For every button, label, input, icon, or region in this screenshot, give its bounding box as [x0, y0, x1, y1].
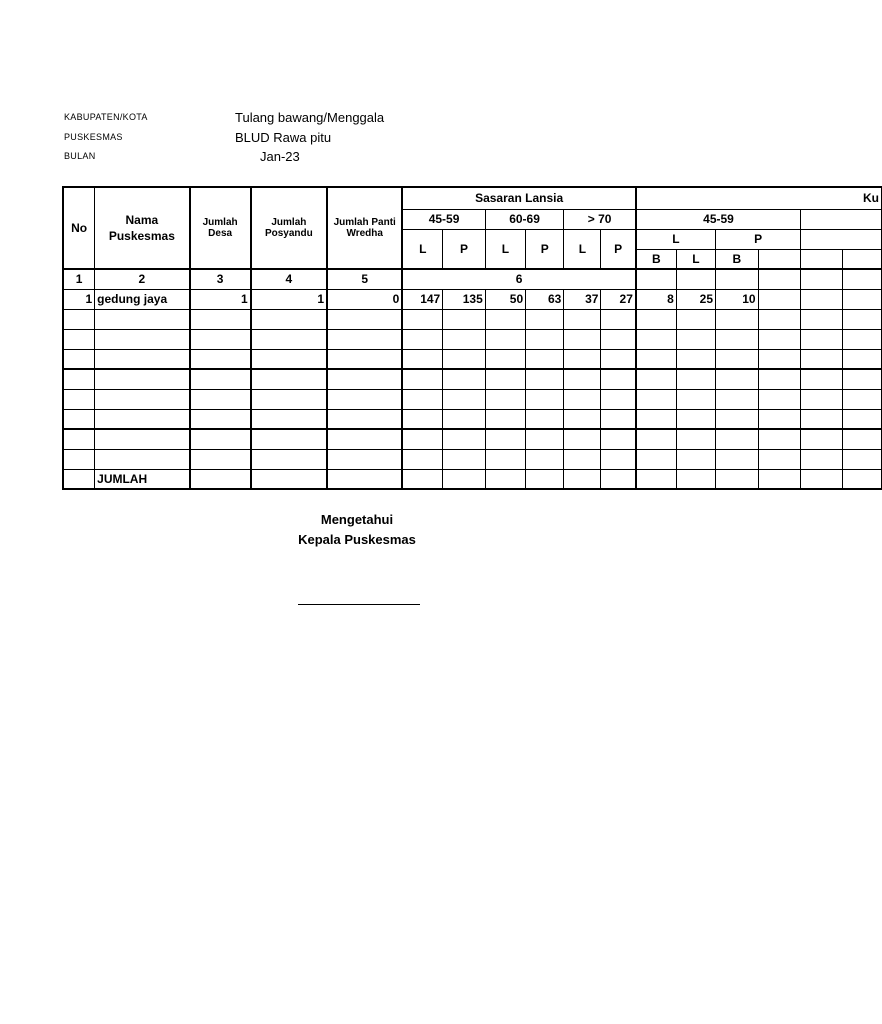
- empty-cell: [564, 449, 601, 469]
- empty-cell: [95, 409, 190, 429]
- empty-cell: [716, 349, 759, 369]
- empty-cell: [842, 369, 881, 389]
- empty-cell: [676, 409, 715, 429]
- empty-cell: [716, 449, 759, 469]
- empty-cell: [190, 389, 251, 409]
- ku-empty-sub-1: [801, 249, 842, 269]
- empty-cell: [716, 369, 759, 389]
- empty-cell: [801, 449, 842, 469]
- row-s60-l: 50: [485, 289, 525, 309]
- empty-cell: [801, 329, 842, 349]
- empty-cell: [842, 349, 881, 369]
- s70-p-header: P: [601, 229, 636, 269]
- ku45-l-header: L: [636, 229, 716, 249]
- index-3: 3: [190, 269, 251, 289]
- empty-cell: [758, 349, 801, 369]
- empty-cell: [190, 429, 251, 449]
- age-45-59-header: 45-59: [402, 209, 485, 229]
- row-s70-p: 27: [601, 289, 636, 309]
- empty-cell: [842, 389, 881, 409]
- table-row: [63, 349, 882, 369]
- empty-cell: [251, 349, 327, 369]
- empty-cell: [190, 449, 251, 469]
- row-ku45-p-b: 10: [716, 289, 759, 309]
- empty-cell: [716, 409, 759, 429]
- empty-cell: [801, 409, 842, 429]
- empty-cell: [842, 409, 881, 429]
- empty-cell: [526, 309, 564, 329]
- kepala-puskesmas-text: Kepala Puskesmas: [298, 532, 416, 547]
- empty-cell: [636, 369, 676, 389]
- empty-cell: [676, 309, 715, 329]
- empty-cell: [95, 329, 190, 349]
- empty-cell: [526, 389, 564, 409]
- empty-cell: [758, 409, 801, 429]
- jumlah-cell: [485, 469, 525, 489]
- report-table: [62, 186, 882, 490]
- empty-cell: [63, 349, 95, 369]
- index-5: 5: [327, 269, 402, 289]
- sasaran-lansia-header: Sasaran Lansia: [402, 187, 636, 209]
- col-panti-header: Jumlah Panti Wredha: [327, 187, 402, 269]
- empty-cell: [327, 349, 402, 369]
- empty-cell: [190, 369, 251, 389]
- index-empty: [842, 269, 881, 289]
- empty-cell: [443, 369, 486, 389]
- empty-cell: [95, 349, 190, 369]
- empty-cell: [842, 309, 881, 329]
- empty-cell: [601, 449, 636, 469]
- empty-cell: [63, 329, 95, 349]
- empty-cell: [801, 389, 842, 409]
- empty-cell: [63, 429, 95, 449]
- empty-cell: [402, 449, 442, 469]
- empty-cell: [564, 429, 601, 449]
- index-1: 1: [63, 269, 95, 289]
- col-no-header: No: [63, 187, 95, 269]
- table-row: [63, 329, 882, 349]
- empty-cell: [485, 389, 525, 409]
- report-table-container: [62, 186, 879, 492]
- empty-cell: [676, 449, 715, 469]
- empty-cell: [327, 389, 402, 409]
- empty-cell: [758, 309, 801, 329]
- empty-cell: [485, 309, 525, 329]
- empty-cell: [251, 369, 327, 389]
- row-desa: 1: [190, 289, 251, 309]
- row-s45-p: 135: [443, 289, 486, 309]
- empty-cell: [95, 369, 190, 389]
- empty-cell: [443, 389, 486, 409]
- empty-cell: [801, 309, 842, 329]
- s45-p-header: P: [443, 229, 486, 269]
- empty-cell: [564, 309, 601, 329]
- index-empty: [758, 269, 801, 289]
- bulan-value: Jan-23: [260, 149, 300, 164]
- empty-cell: [636, 449, 676, 469]
- empty-cell: [716, 429, 759, 449]
- empty-cell: [327, 309, 402, 329]
- empty-cell: [526, 369, 564, 389]
- index-empty: [636, 269, 676, 289]
- empty-cell: [842, 429, 881, 449]
- table-row: [63, 289, 882, 309]
- empty-cell: [327, 449, 402, 469]
- empty-cell: [801, 349, 842, 369]
- empty-cell: [95, 449, 190, 469]
- ku45-p-header: P: [716, 229, 801, 249]
- index-empty: [676, 269, 715, 289]
- jumlah-cell: [758, 469, 801, 489]
- col-posyandu-header: Jumlah Posyandu: [251, 187, 327, 269]
- row-cell: [801, 289, 842, 309]
- row-cell: [758, 289, 801, 309]
- ku-age-45-59-header: 45-59: [636, 209, 801, 229]
- empty-cell: [190, 349, 251, 369]
- jumlah-row: [63, 469, 882, 489]
- table-row: [63, 389, 882, 409]
- empty-cell: [564, 369, 601, 389]
- empty-cell: [402, 389, 442, 409]
- empty-cell: [758, 369, 801, 389]
- ku-group-header: Ku: [636, 187, 882, 209]
- header-row-1: [63, 187, 882, 209]
- empty-cell: [526, 409, 564, 429]
- index-2: 2: [95, 269, 190, 289]
- empty-cell: [601, 369, 636, 389]
- row-s60-p: 63: [526, 289, 564, 309]
- empty-cell: [526, 349, 564, 369]
- empty-cell: [327, 429, 402, 449]
- empty-cell: [327, 409, 402, 429]
- row-ku45-l-l: 25: [676, 289, 715, 309]
- jumlah-cell: [564, 469, 601, 489]
- empty-cell: [251, 329, 327, 349]
- mengetahui-text: Mengetahui: [320, 512, 394, 527]
- jumlah-cell: [526, 469, 564, 489]
- empty-cell: [485, 329, 525, 349]
- jumlah-label: JUMLAH: [95, 469, 190, 489]
- empty-cell: [758, 429, 801, 449]
- empty-cell: [63, 309, 95, 329]
- kabupaten-value: Tulang bawang/Menggala: [235, 110, 385, 125]
- empty-cell: [251, 429, 327, 449]
- row-posyandu: 1: [251, 289, 327, 309]
- empty-cell: [190, 329, 251, 349]
- ku-empty-header: [801, 229, 882, 249]
- s60-l-header: L: [485, 229, 525, 269]
- empty-cell: [251, 309, 327, 329]
- row-cell: [842, 289, 881, 309]
- empty-cell: [564, 389, 601, 409]
- bulan-label: BULAN: [64, 151, 96, 161]
- empty-cell: [443, 349, 486, 369]
- empty-cell: [526, 429, 564, 449]
- jumlah-cell: [190, 469, 251, 489]
- empty-cell: [716, 309, 759, 329]
- row-nama: gedung jaya: [95, 289, 190, 309]
- empty-cell: [95, 429, 190, 449]
- empty-cell: [801, 429, 842, 449]
- empty-cell: [485, 449, 525, 469]
- puskesmas-label: PUSKESMAS: [64, 132, 123, 142]
- empty-cell: [842, 449, 881, 469]
- jumlah-cell: [443, 469, 486, 489]
- ku45-p-l-header: [758, 249, 801, 269]
- empty-cell: [758, 389, 801, 409]
- ku-age-empty: [801, 209, 882, 229]
- empty-cell: [443, 409, 486, 429]
- empty-cell: [601, 409, 636, 429]
- age-60-69-header: 60-69: [485, 209, 564, 229]
- jumlah-cell: [636, 469, 676, 489]
- ku45-l-b-header: B: [636, 249, 676, 269]
- empty-cell: [842, 329, 881, 349]
- signature-line: [298, 604, 420, 605]
- empty-cell: [63, 409, 95, 429]
- empty-cell: [327, 369, 402, 389]
- kabupaten-label: KABUPATEN/KOTA: [64, 112, 148, 122]
- empty-cell: [190, 409, 251, 429]
- empty-cell: [676, 429, 715, 449]
- age-70-header: > 70: [564, 209, 636, 229]
- ku45-l-l-header: L: [676, 249, 715, 269]
- jumlah-cell: [676, 469, 715, 489]
- empty-cell: [526, 329, 564, 349]
- empty-cell: [636, 389, 676, 409]
- empty-cell: [636, 349, 676, 369]
- jumlah-cell: [601, 469, 636, 489]
- empty-cell: [636, 329, 676, 349]
- empty-cell: [564, 349, 601, 369]
- jumlah-cell: [251, 469, 327, 489]
- empty-cell: [601, 389, 636, 409]
- empty-cell: [443, 429, 486, 449]
- empty-cell: [601, 429, 636, 449]
- empty-cell: [327, 329, 402, 349]
- row-no: 1: [63, 289, 95, 309]
- s70-l-header: L: [564, 229, 601, 269]
- jumlah-cell: [327, 469, 402, 489]
- row-ku45-l-b: 8: [636, 289, 676, 309]
- row-panti: 0: [327, 289, 402, 309]
- empty-cell: [402, 329, 442, 349]
- index-empty: [716, 269, 759, 289]
- empty-cell: [402, 349, 442, 369]
- empty-cell: [485, 409, 525, 429]
- empty-cell: [564, 409, 601, 429]
- empty-cell: [251, 409, 327, 429]
- empty-cell: [402, 309, 442, 329]
- empty-cell: [402, 409, 442, 429]
- empty-cell: [676, 369, 715, 389]
- empty-cell: [402, 429, 442, 449]
- empty-cell: [636, 309, 676, 329]
- empty-cell: [443, 329, 486, 349]
- empty-cell: [601, 309, 636, 329]
- empty-cell: [601, 349, 636, 369]
- empty-cell: [190, 309, 251, 329]
- jumlah-cell: [801, 469, 842, 489]
- table-row: [63, 449, 882, 469]
- s45-l-header: L: [402, 229, 442, 269]
- empty-cell: [63, 389, 95, 409]
- empty-cell: [564, 329, 601, 349]
- empty-cell: [636, 429, 676, 449]
- empty-cell: [758, 449, 801, 469]
- row-s70-l: 37: [564, 289, 601, 309]
- empty-cell: [485, 349, 525, 369]
- empty-cell: [676, 349, 715, 369]
- empty-cell: [716, 329, 759, 349]
- empty-cell: [251, 449, 327, 469]
- table-row: [63, 369, 882, 389]
- empty-cell: [716, 389, 759, 409]
- empty-cell: [402, 369, 442, 389]
- empty-cell: [251, 389, 327, 409]
- empty-rows: [63, 309, 882, 469]
- index-row: [63, 269, 882, 289]
- empty-cell: [443, 449, 486, 469]
- jumlah-cell: [842, 469, 881, 489]
- col-desa-header: Jumlah Desa: [190, 187, 251, 269]
- puskesmas-value: BLUD Rawa pitu: [235, 130, 332, 145]
- empty-cell: [801, 369, 842, 389]
- empty-cell: [63, 369, 95, 389]
- jumlah-no: [63, 469, 95, 489]
- empty-cell: [676, 329, 715, 349]
- empty-cell: [63, 449, 95, 469]
- index-6: 6: [402, 269, 636, 289]
- s60-p-header: P: [526, 229, 564, 269]
- index-4: 4: [251, 269, 327, 289]
- jumlah-cell: [402, 469, 442, 489]
- ku-empty-sub-2: [842, 249, 881, 269]
- table-row: [63, 409, 882, 429]
- table-row: [63, 309, 882, 329]
- empty-cell: [636, 409, 676, 429]
- table-row: [63, 429, 882, 449]
- index-empty: [801, 269, 842, 289]
- empty-cell: [485, 369, 525, 389]
- empty-cell: [758, 329, 801, 349]
- empty-cell: [95, 309, 190, 329]
- col-nama-header: Nama Puskesmas: [95, 187, 190, 269]
- empty-cell: [485, 429, 525, 449]
- empty-cell: [526, 449, 564, 469]
- empty-cell: [676, 389, 715, 409]
- empty-cell: [95, 389, 190, 409]
- empty-cell: [443, 309, 486, 329]
- empty-cell: [601, 329, 636, 349]
- ku45-p-b-header: B: [716, 249, 759, 269]
- jumlah-cell: [716, 469, 759, 489]
- row-s45-l: 147: [402, 289, 442, 309]
